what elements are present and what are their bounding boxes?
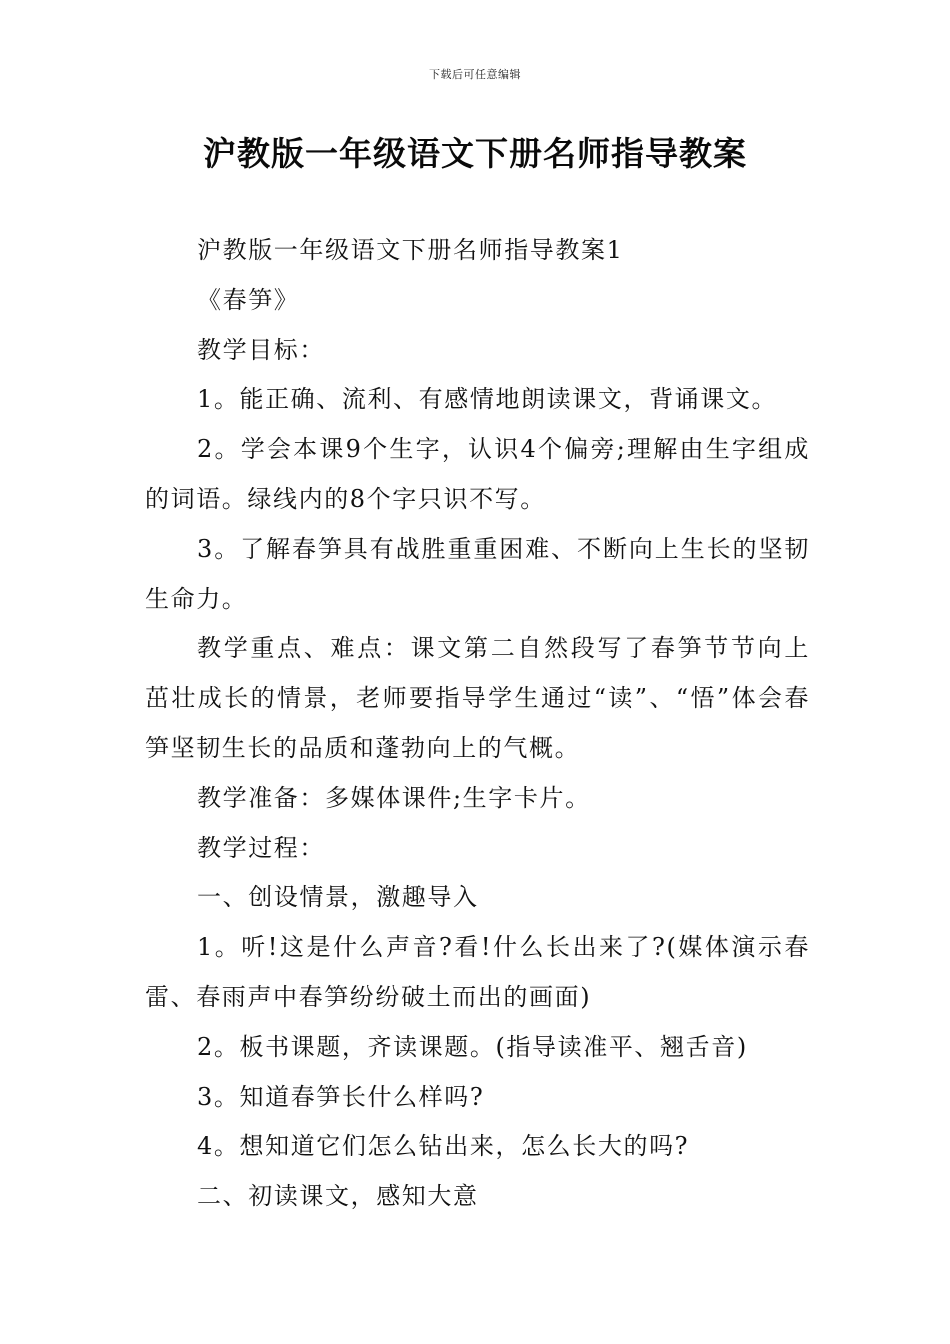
header-note: 下载后可任意编辑: [429, 68, 521, 81]
paragraph-objective-2: 2。学会本课9个生字，认识4个偏旁;理解由生字组成的词语。绿线内的8个字只识不写。: [145, 435, 810, 513]
paragraph-objective-1: 1。能正确、流利、有感情地朗读课文，背诵课文。: [197, 385, 778, 414]
document-title: 沪教版一年级语文下册名师指导教案: [203, 134, 747, 173]
paragraph-preparation: 教学准备：多媒体课件;生字卡片。: [197, 783, 591, 812]
paragraph-step-1-item-1: 1。听!这是什么声音?看!什么长出来了?(媒体演示春雷、春雨声中春笋纷纷破土而出的画面): [145, 933, 810, 1011]
paragraph-step-1-item-3: 3。知道春笋长什么样吗?: [197, 1082, 485, 1111]
paragraph-lesson-title: 《春笋》: [197, 285, 300, 314]
paragraph-key-points: 教学重点、难点：课文第二自然段写了春笋节节向上茁壮成长的情景，老师要指导学生通过“读”、“悟”体会春笋坚韧生长的品质和蓬勃向上的气概。: [145, 634, 810, 762]
document-body: [145, 226, 810, 1222]
paragraph-section-heading: 沪教版一年级语文下册名师指导教案1: [197, 236, 624, 264]
paragraph-process-label: 教学过程：: [197, 833, 325, 862]
paragraph-step-1-heading: 一、创设情景，激趣导入: [197, 883, 479, 912]
paragraph-step-1-item-2: 2。板书课题，齐读课题。(指导读准平、翘舌音): [197, 1032, 748, 1061]
paragraph-objective-3: 3。了解春笋具有战胜重重困难、不断向上生长的坚韧生命力。: [145, 534, 810, 613]
paragraph-step-1-item-4: 4。想知道它们怎么钻出来，怎么长大的吗?: [197, 1132, 690, 1161]
paragraph-objectives-label: 教学目标：: [197, 335, 325, 364]
paragraph-step-2-heading: 二、初读课文，感知大意: [197, 1182, 479, 1211]
